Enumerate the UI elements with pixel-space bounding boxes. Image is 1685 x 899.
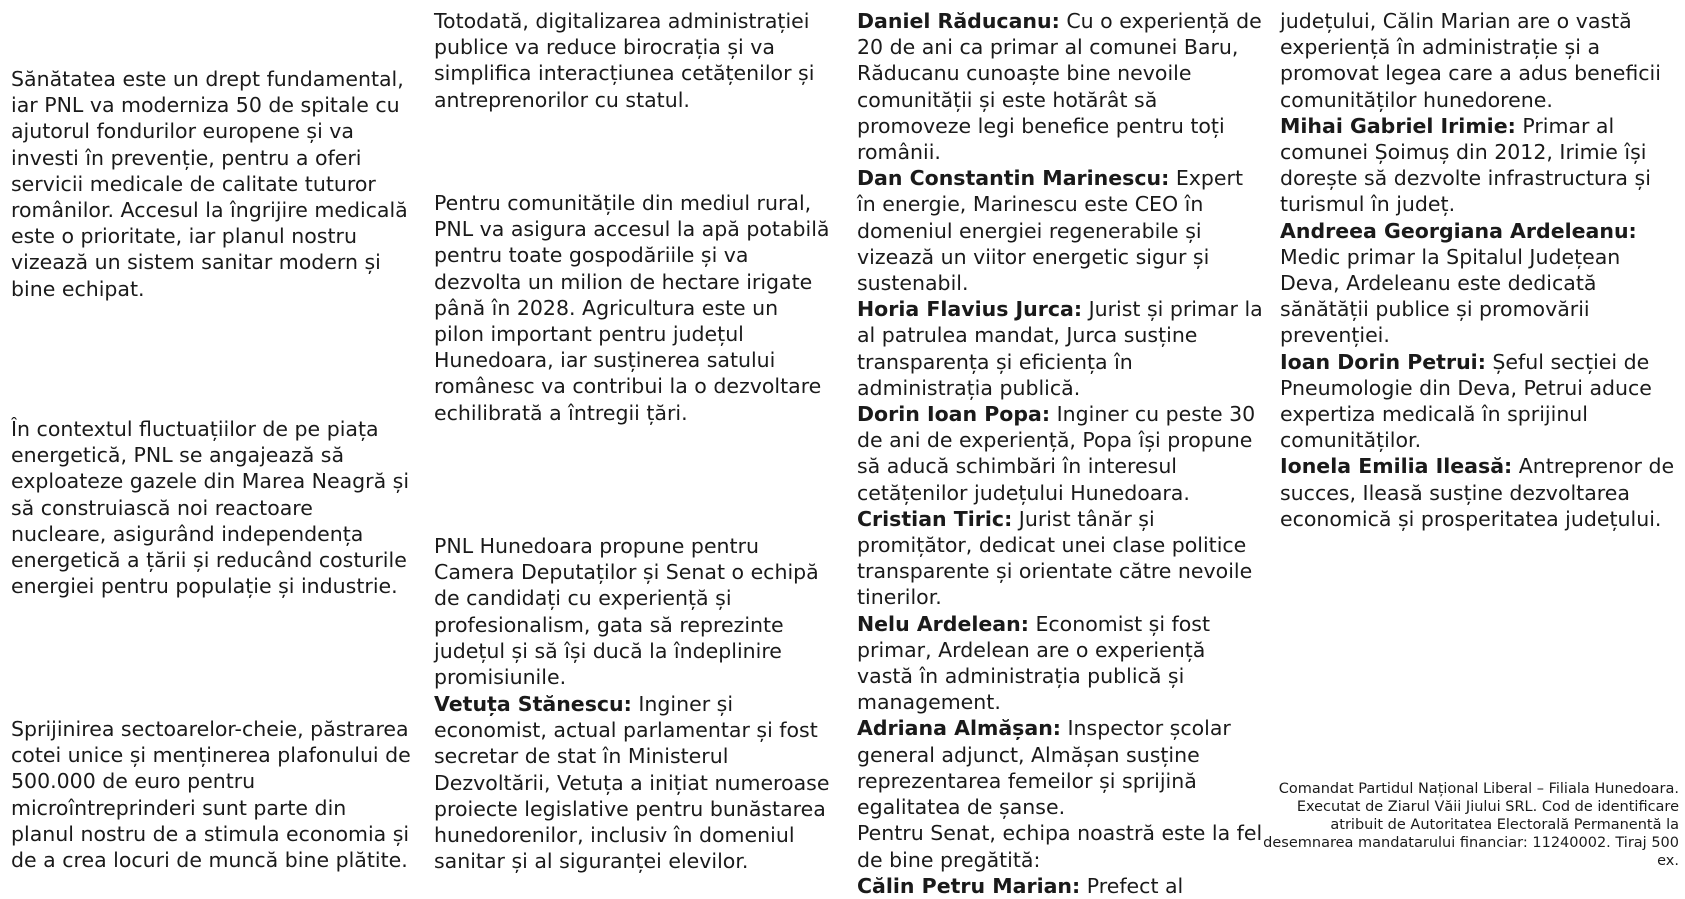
paragraph-economy: Sprijinirea sectoarelor-cheie, păstrarea cotei unice și menținerea plafonului de 500.000 de euro pentru microîntreprinderi sunt parte din planul nostru de a stimula economia și de a crea locuri de muncă bine plătite. [11,717,411,873]
paragraph-energy: În contextul fluctuațiilor de pe piața energetică, PNL se angajează să exploateze gazele din Marea Neagră și să construiască noi reactoare nucleare, asigurând independența energetică a țării și reducând costurile energiei pentru populație și industrie. [11,417,410,599]
candidate-description: Medic primar la Spitalul Județean Deva, Ardeleanu este dedicată sănătății publice și promovării prevenției. [1280,244,1621,348]
candidate-name: Cristian Tiric: [857,506,1013,531]
candidate-description: Jurist și primar la al patrulea mandat, Jurca susține transparența și eficiența în administrația publică. [857,297,1263,400]
candidate-continuation: județului, Călin Marian are o vastă experiență în administrație și a promovat legea care a adus beneficii comunităților hunedorene. [1280,9,1661,112]
candidate-description: Șeful secției de Pneumologie din Deva, Petrui aduce expertiza medicală în sprijinul comunităților. [1280,349,1652,453]
candidate-name: Nelu Ardelean: [857,611,1029,636]
candidate-name: Călin Petru Marian: [857,873,1081,898]
candidate-description: Expert în energie, Marinescu este CEO în domeniul energiei regenerabile și vizează un viitor energetic sigur și sustenabil. [857,166,1244,296]
paragraph-digitalization: Totodată, digitalizarea administrației publice va reduce birocrația și va simplifica interacțiunea cetățenilor și antreprenorilor cu statul. [434,9,815,112]
candidate-entry [857,506,1267,611]
candidate-entry [857,296,1267,401]
candidate-name: Daniel Răducanu: [857,9,1060,33]
senate-intro: Pentru Senat, echipa noastră este la fel de bine pregătită: [857,821,1263,872]
candidate-description: Inginer și economist, actual parlamentar și fost secretar de stat în Ministerul Dezvoltării, Vetuța a inițiat numeroase proiecte legislative pentru bunăstarea hunedorenilor, inclusiv în domeniul sanitar și al siguranței elevilor. [434,692,830,874]
candidate-name: Dan Constantin Marinescu: [857,166,1170,191]
candidate-description: Cu o experiență de 20 de ani ca primar al comunei Baru, Răducanu cunoaște bine nevoile comunității și este hotărât să promoveze legi benefice pentru toți românii. [857,9,1262,165]
candidate-entry [857,8,1267,165]
paragraph-candidates-intro: PNL Hunedoara propune pentru Camera Deputaților și Senat o echipă de candidați cu experiență și profesionalism, gata să reprezinte județul și să își ducă la îndeplinire promisiunile. [434,534,819,690]
candidate-description: Antreprenor de succes, Ileasă susține dezvoltarea economică și prosperitatea județului. [1280,454,1675,531]
candidate-description: Jurist tânăr și promițător, dedicat unei clase politice transparente și orientate către nevoile tinerilor. [857,506,1253,610]
candidate-list [1280,8,1680,532]
candidate-entry [1280,113,1680,218]
candidate-entry [857,611,1267,716]
candidate-name: Ionela Emilia Ileasă: [1280,454,1513,479]
candidate-entry [1280,453,1680,532]
candidate-description: Inginer cu peste 30 de ani de experiență, Popa își propune să aducă schimbări în interesul cetățenilor județului Hunedoara. [857,402,1256,505]
candidate-list [857,8,1267,899]
candidate-name: Dorin Ioan Popa: [857,402,1051,427]
candidate-entry [434,691,834,874]
candidate-description: Inspector școlar general adjunct, Almășan susține reprezentarea femeilor și sprijină egalitatea de șanse. [857,716,1231,820]
candidate-description: Primar al comunei Șoimuș din 2012, Irimie își dorește să dezvolte infrastructura și turismul în județ. [1280,113,1651,217]
candidate-name: Vetuța Stănescu: [434,692,632,716]
candidate-name: Andreea Georgiana Ardeleanu: [1280,218,1637,243]
candidate-description: Prefect al [1080,873,1184,898]
candidate-entry [1280,218,1680,349]
candidate-entry [857,165,1267,296]
paragraph-health: Sănătatea este un drept fundamental, iar PNL va moderniza 50 de spitale cu ajutorul fondurilor europene și va investi în prevenție, pentru a oferi servicii medicale de calitate tuturor românilor. Accesul la îngrijire medicală este o prioritate, iar planul nostru vizează un sistem sanitar modern și bine echipat. [11,67,408,301]
paragraph-rural: Pentru comunitățile din mediul rural, PNL va asigura accesul la apă potabilă pentru toate gospodăriile și va dezvolta un milion de hectare irigate până în 2028. Agricultura este un pilon important pentru județul Hunedoara, iar susținerea satului românesc va contribui la o dezvoltare echilibrată a întregii țări. [434,191,830,425]
candidate-description: Economist și fost primar, Ardelean are o experiență vastă în administrația publică și management. [857,611,1211,715]
candidate-name: Mihai Gabriel Irimie: [1280,113,1516,138]
legal-footer: Comandat Partidul Național Liberal – Filiala Hunedoara. Executat de Ziarul Văii Jiului SRL. Cod de identificare atribuit de Autoritatea Electorală Permanentă la desemnarea mandatarului financiar: 11240002. Tiraj 500 ex. [1263,781,1679,869]
candidate-name: Ioan Dorin Petrui: [1280,349,1486,374]
candidate-name: Adriana Almășan: [857,716,1061,741]
candidate-name: Horia Flavius Jurca: [857,297,1083,322]
candidate-entry [857,715,1267,820]
candidate-entry [1280,349,1680,454]
candidate-entry [857,401,1267,506]
